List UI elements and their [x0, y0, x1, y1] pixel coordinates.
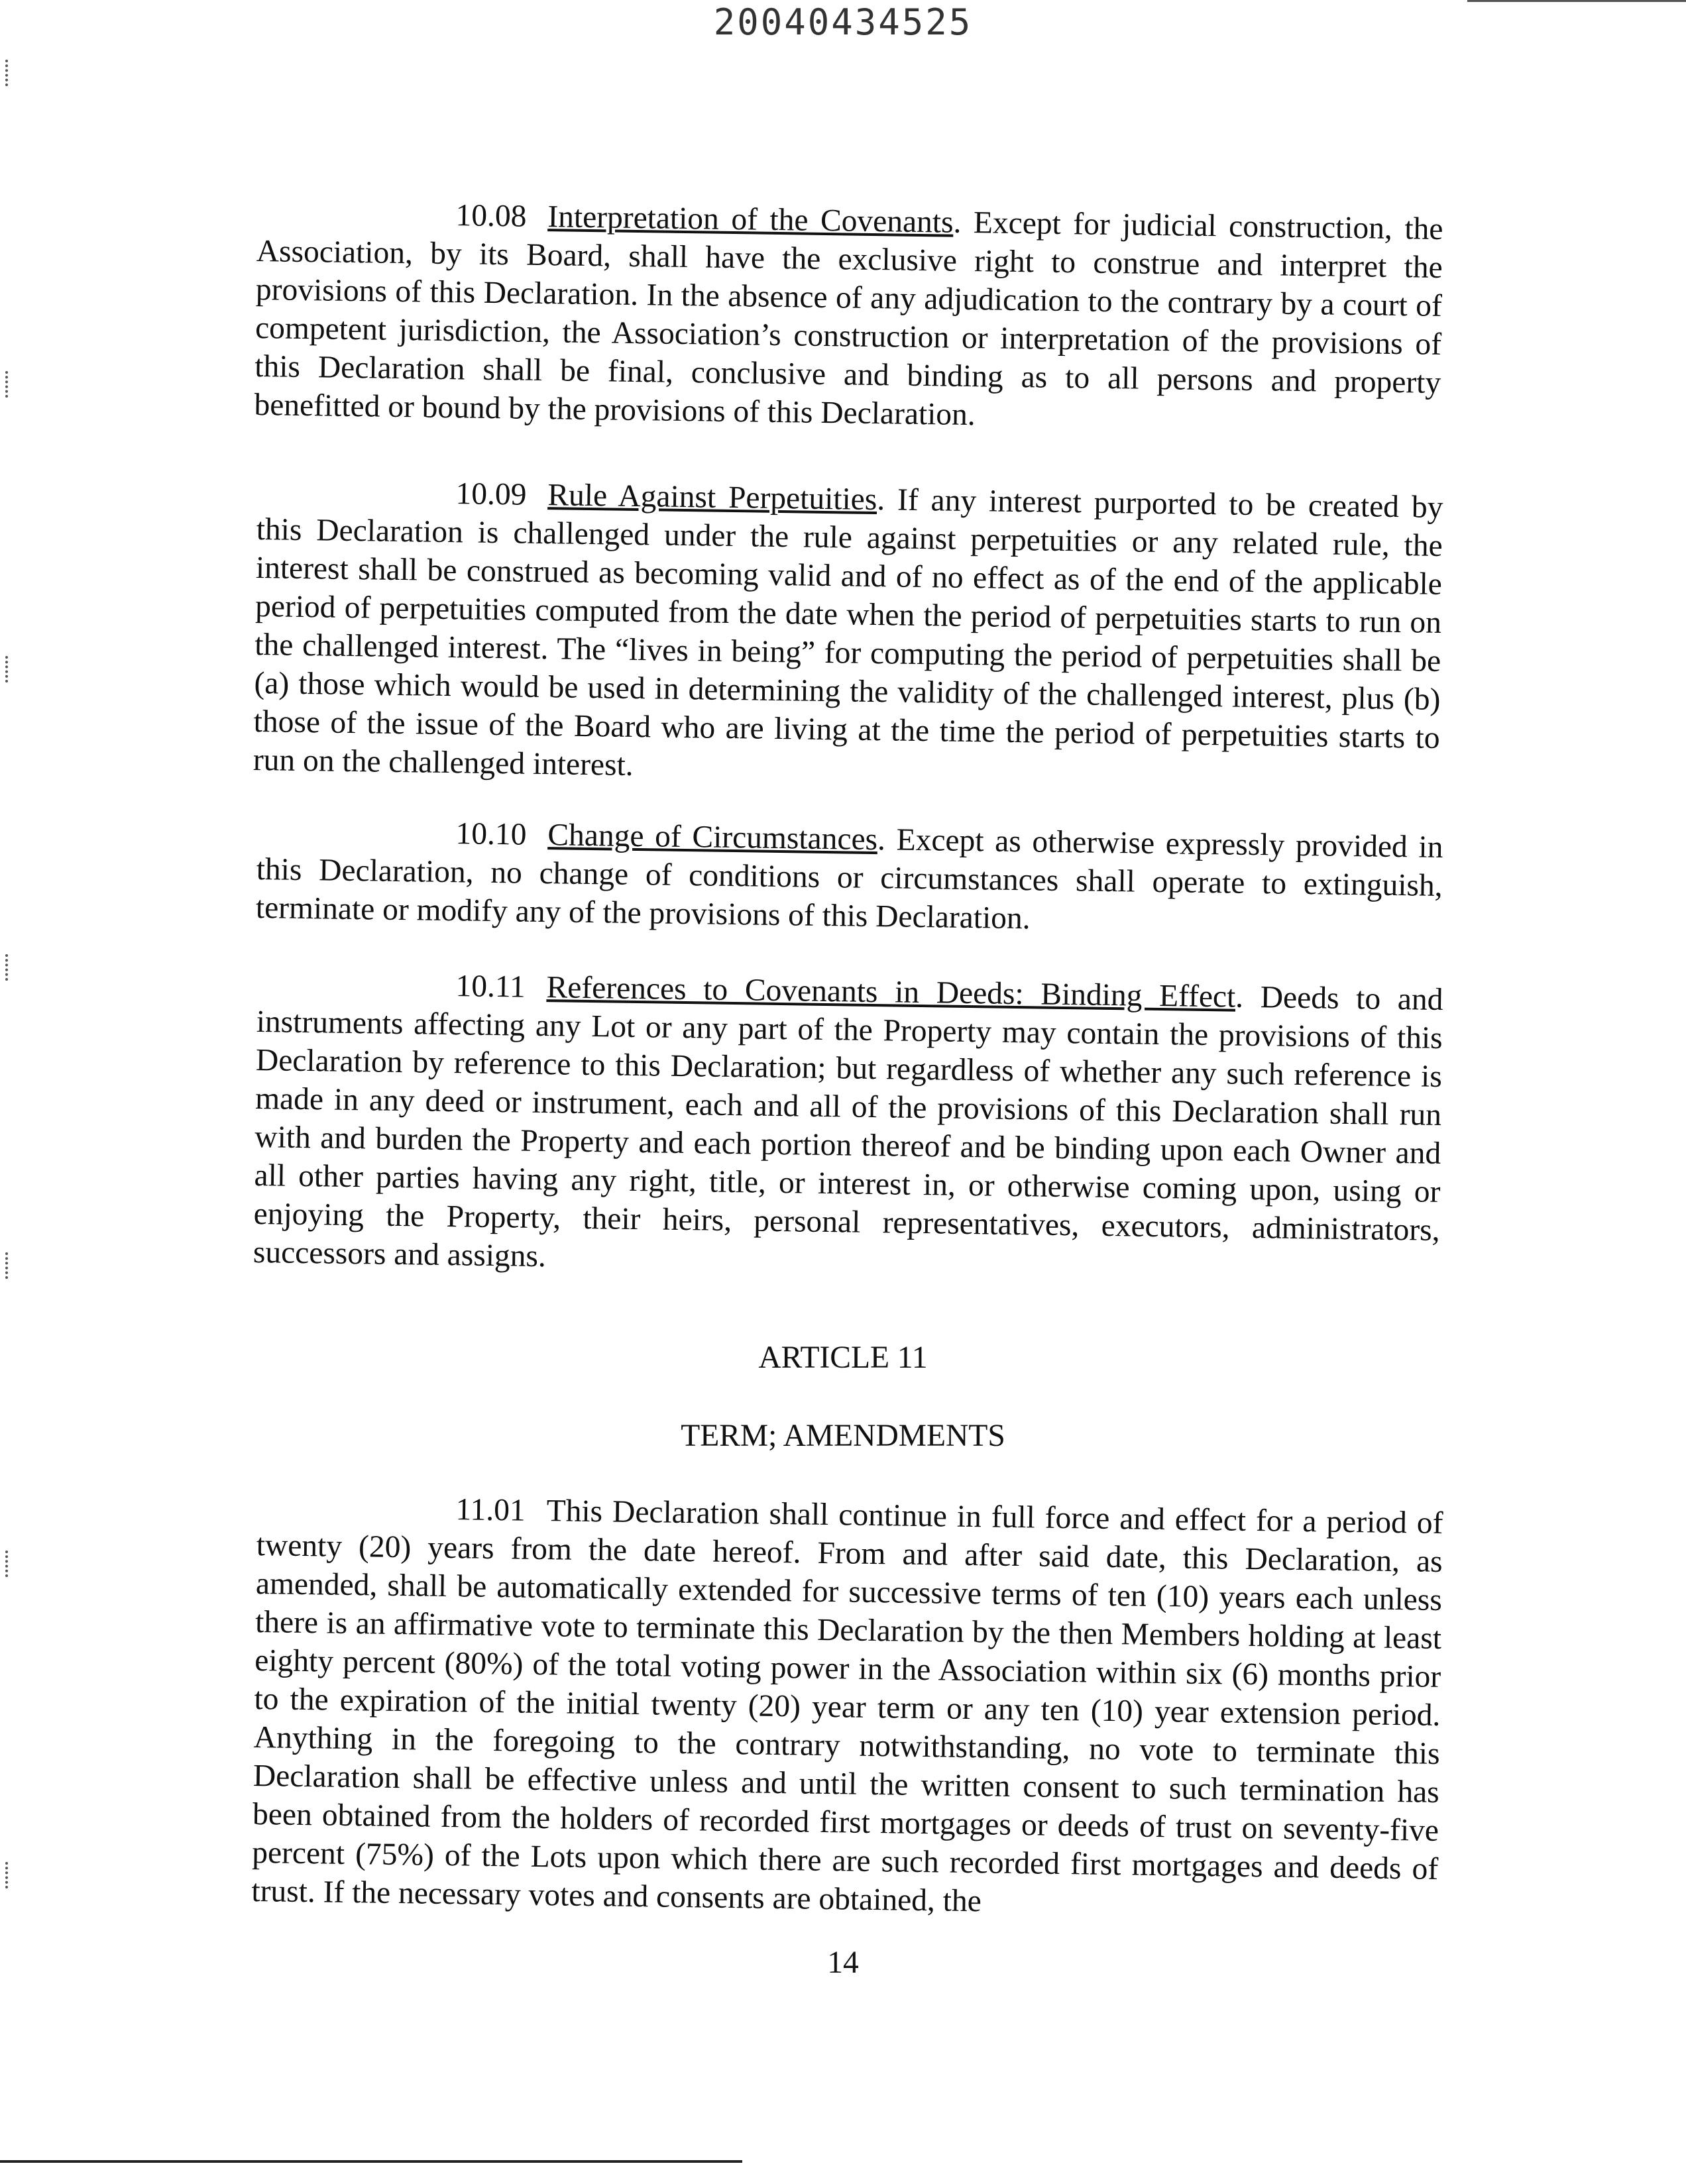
margin-scan-mark	[5, 371, 12, 398]
margin-scan-mark	[5, 1551, 12, 1577]
margin-scan-mark	[5, 656, 12, 682]
section-10-10	[256, 812, 1443, 944]
section-title: Change of Circumstances	[547, 818, 878, 857]
margin-scan-mark	[5, 60, 12, 86]
article-subheading: TERM; AMENDMENTS	[681, 1419, 1005, 1453]
section-number: 10.09	[455, 476, 527, 512]
margin-scan-mark	[5, 954, 12, 981]
article-heading: ARTICLE 11	[758, 1340, 928, 1375]
section-11-01	[251, 1488, 1443, 1927]
margin-scan-mark	[5, 1862, 12, 1888]
section-title: References to Covenants in Deeds: Binding Effect	[546, 970, 1236, 1014]
scan-edge-line-bottom	[0, 2160, 742, 2163]
scan-edge-line-top	[1467, 0, 1686, 2]
section-body: This Declaration shall continue in full force and effect for a period of twenty (20) years from the date hereof. From and after said date, this Declaration, as amended, shall be automatically extended for successive terms of ten (10) years each unless there is an affirmative vote to terminate this Declaration by the then Members holding at least eighty percent (80%) of the total voting power in the Association within six (6) months prior to the expiration of the initial twenty (20) year term or any ten (10) year extension period. Anything in the foregoing to the contrary notwithstanding, no vote to terminate this Declaration shall be effective unless and until the written consent to such termination has been obtained from the holders of recorded first mortgages or deeds of trust on seventy-five percent (75%) of the Lots upon which there are such recorded first mortgages and deeds of trust. If the necessary votes and consents are obtained, the	[251, 1494, 1443, 1919]
section-10-08	[254, 193, 1443, 441]
section-number: 11.01	[455, 1492, 526, 1528]
section-body: . If any interest purported to be created by this Declaration is challenged under the rule against perpetuities or any related rule, the interest shall be construed as becoming valid and of no effect as of the end of the applicable period of perpetuities computed from the date when the period of perpetuities starts to run on the challenged interest. The “lives in being” for computing the period of perpetuities shall be (a) those which would be used in determining the validity of the challenged interest, plus (b) those of the issue of the Board who are living at the time the period of perpetuities starts to run on the challenged interest.	[253, 482, 1443, 783]
section-number: 10.08	[455, 198, 527, 234]
section-number: 10.10	[455, 816, 527, 852]
section-number: 10.11	[455, 969, 526, 1005]
section-body: . Except as otherwise expressly provided in this Declaration, no change of conditions or circumstances shall operate to extinguish, terminate or modify any of the provisions of this Declaration.	[255, 822, 1443, 936]
page-number: 14	[827, 1945, 859, 1980]
margin-scan-mark	[5, 1252, 12, 1279]
section-title: Rule Against Perpetuities	[547, 478, 877, 518]
section-body: . Except for judicial construction, the Association, by its Board, shall have the exclusive right to construe and interpret the provisions of this Declaration. In the absence of any adjudication to the contrary by a court of competent jurisdiction, the Association’s construction or interpretation of the provisions of this Declaration shall be final, conclusive and binding as to all persons and property benefitted or bound by the provisions of this Declaration.	[254, 205, 1443, 433]
section-body: . Deeds to and instruments affecting any Lot or any part of the Property may contain the provisions of this Declaration by reference to this Declaration; but regardless of whether any such reference is made in any deed or instrument, each and all of the provisions of this Declaration shall run with and burden the Property and each portion thereof and be binding upon each Owner and all other parties having any right, title, or interest in, or otherwise coming upon, using or enjoying the Property, their heirs, personal representatives, executors, administrators, successors and assigns.	[253, 979, 1443, 1274]
section-title: Interpretation of the Covenants	[547, 199, 954, 240]
section-10-11	[253, 964, 1443, 1288]
document-number: 20040434525	[713, 1, 973, 43]
section-10-09	[253, 472, 1443, 796]
